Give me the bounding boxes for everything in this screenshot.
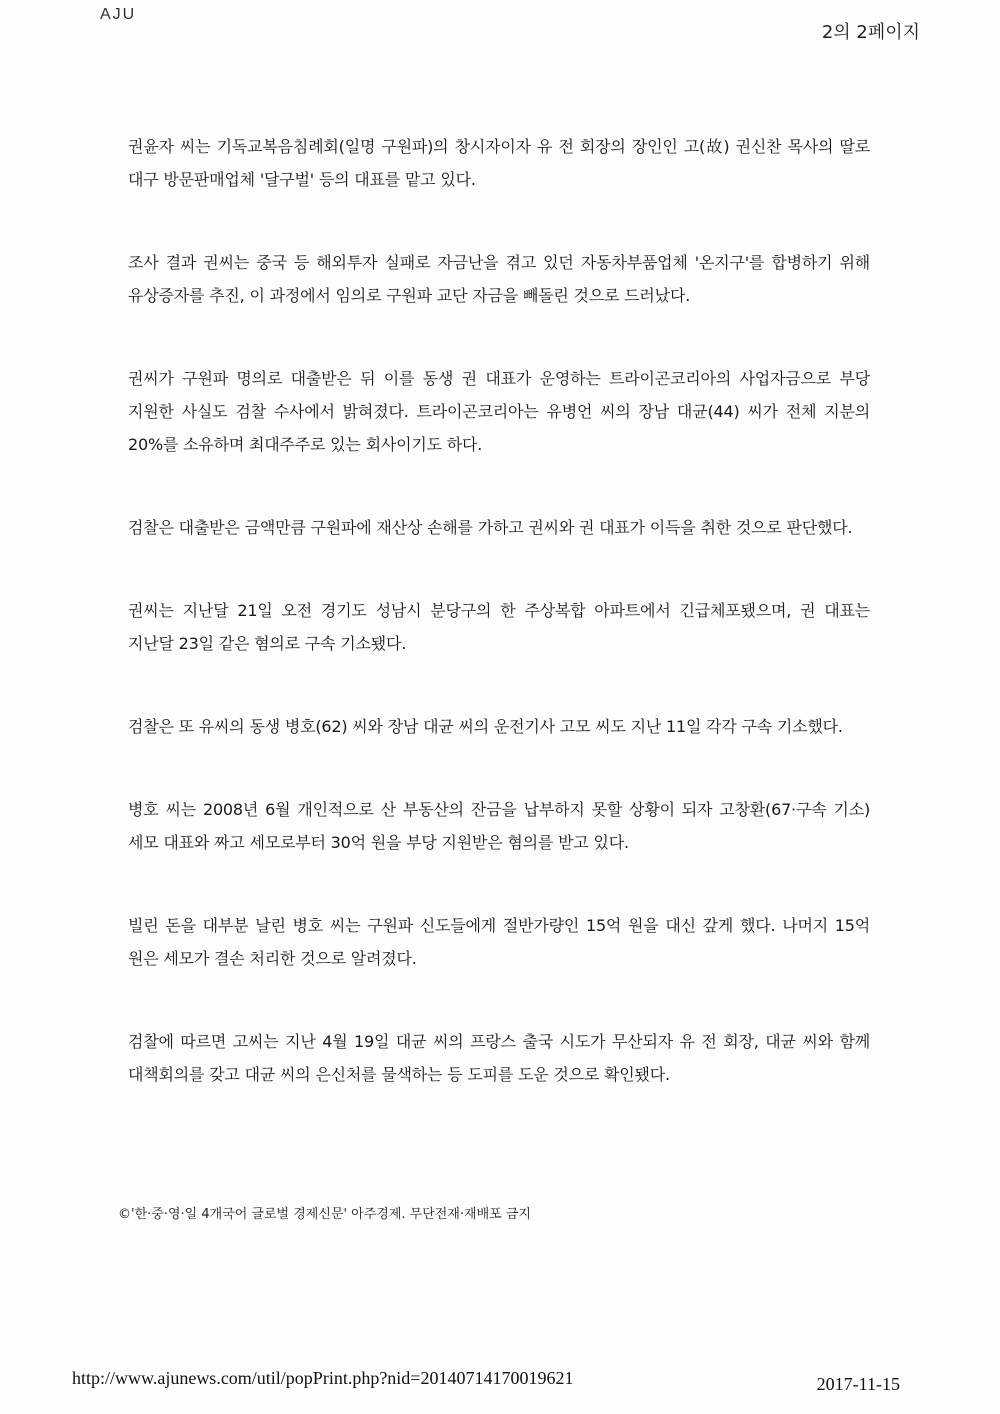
article-paragraph: 권씨가 구원파 명의로 대출받은 뒤 이를 동생 권 대표가 운영하는 트라이곤코리아의 사업자금으로 부당 지원한 사실도 검찰 수사에서 밝혀졌다. 트라이곤코리아는 유병언 씨의 장남 대균(44) 씨가 전체 지분의 20%를 소유하며 최대주주로 있는 회사이기도 하다. [128, 369, 870, 454]
article-paragraph: 병호 씨는 2008년 6월 개인적으로 산 부동산의 잔금을 납부하지 못할 상황이 되자 고창환(67·구속 기소) 세모 대표와 짜고 세모로부터 30억 원을 부당 지원받은 혐의를 받고 있다. [128, 800, 870, 852]
print-source-url: http://www.ajunews.com/util/popPrint.php?nid=20140714170019621 [72, 1368, 574, 1388]
print-date: 2017-11-15 [816, 1374, 900, 1394]
article-paragraph: 검찰은 또 유씨의 동생 병호(62) 씨와 장남 대균 씨의 운전기사 고모 씨도 지난 11일 각각 구속 기소했다. [128, 717, 843, 736]
article-paragraph: 권씨는 지난달 21일 오전 경기도 성남시 분당구의 한 주상복합 아파트에서 긴급체포됐으며, 권 대표는 지난달 23일 같은 혐의로 구속 기소됐다. [128, 601, 870, 653]
article-paragraph: 권윤자 씨는 기독교복음침례회(일명 구원파)의 창시자이자 유 전 회장의 장인인 고(故) 권신찬 목사의 딸로 대구 방문판매업체 '달구벌' 등의 대표를 맡고 있다. [128, 137, 870, 189]
article-paragraph: 검찰은 대출받은 금액만큼 구원파에 재산상 손해를 가하고 권씨와 권 대표가 이득을 취한 것으로 판단했다. [128, 518, 853, 537]
article-paragraph: 검찰에 따르면 고씨는 지난 4월 19일 대균 씨의 프랑스 출국 시도가 무산되자 유 전 회장, 대균 씨와 함께 대책회의를 갖고 대균 씨의 은신처를 물색하는 등 도피를 도운 것으로 확인됐다. [128, 1032, 870, 1084]
brand-logo-text: AJU [100, 6, 137, 23]
article-paragraph: 빌린 돈을 대부분 날린 병호 씨는 구원파 신도들에게 절반가량인 15억 원을 대신 갚게 했다. 나머지 15억 원은 세모가 결손 처리한 것으로 알려졌다. [128, 916, 870, 968]
copyright-notice: ©'한·중·영·일 4개국어 글로벌 경제신문' 아주경제. 무단전재·재배포 금지 [118, 1207, 531, 1222]
page-indicator: 2의 2페이지 [821, 22, 920, 43]
article-paragraph: 조사 결과 권씨는 중국 등 해외투자 실패로 자금난을 겪고 있던 자동차부품업체 '온지구'를 합병하기 위해 유상증자를 추진, 이 과정에서 임의로 구원파 교단 자금을 빼돌린 것으로 드러났다. [128, 253, 870, 305]
article-body [128, 130, 870, 1141]
